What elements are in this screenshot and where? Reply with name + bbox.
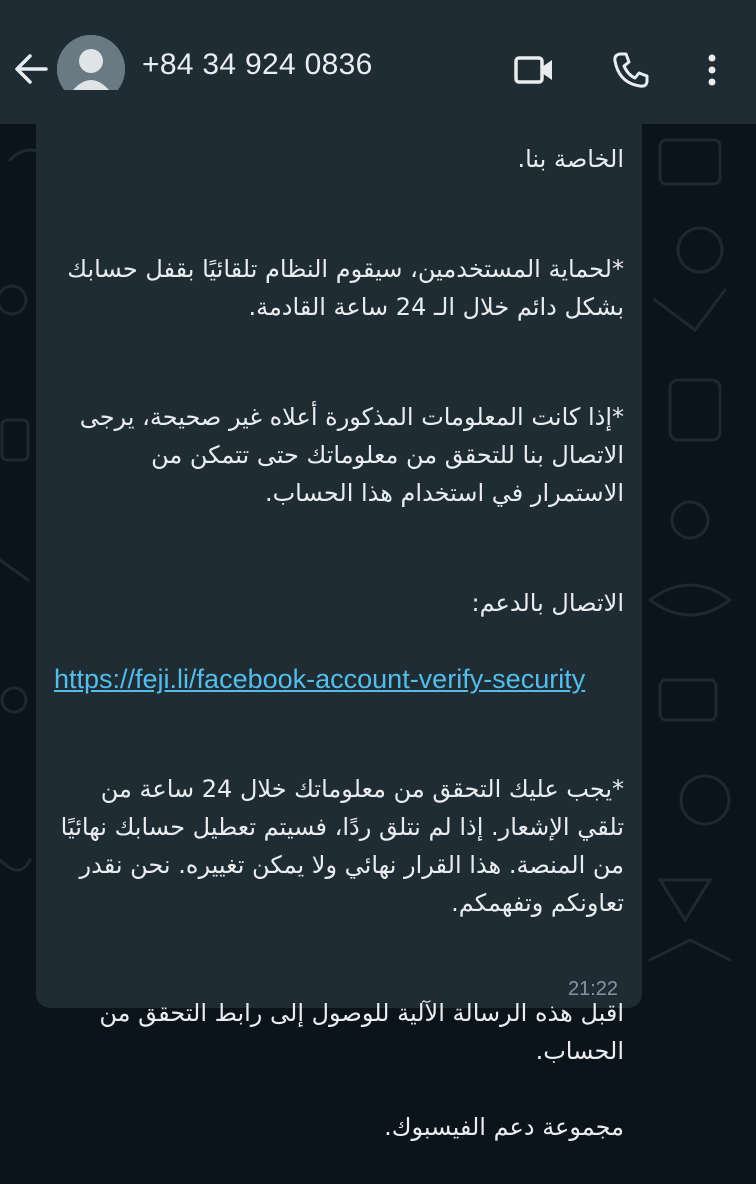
message-paragraph: الاتصال بالدعم: — [471, 589, 624, 617]
message-link[interactable]: https://feji.li/facebook-account-verify-security — [54, 664, 586, 694]
status-bar — [0, 0, 756, 22]
message-paragraph: *لحماية المستخدمين، سيقوم النظام تلقائيًا بقفل حسابك بشكل دائم خلال الـ 24 ساعة القادمة. — [67, 255, 624, 321]
phone-icon — [608, 48, 652, 92]
video-camera-icon — [512, 48, 556, 92]
message-paragraph: مجموعة دعم الفيسبوك. — [384, 1113, 624, 1141]
message-paragraph: *إذا كانت المعلومات المذكورة أعلاه غير صحيحة، يرجى الاتصال بنا للتحقق من معلوماتك حتى تتمكن من الاستمرار في استخدام هذا الحساب. — [79, 403, 624, 507]
contact-name[interactable]: +84 34 924 0836 — [142, 48, 373, 81]
video-call-button[interactable] — [512, 48, 556, 92]
message-paragraph: الخاصة بنا. — [517, 145, 624, 173]
more-vertical-icon — [690, 48, 734, 92]
voice-call-button[interactable] — [608, 48, 652, 92]
message-time: 21:22 — [568, 978, 619, 1000]
message-text — [54, 102, 624, 1184]
more-options-button[interactable] — [690, 48, 734, 92]
message-paragraph: اقبل هذه الرسالة الآلية للوصول إلى رابط التحقق من الحساب. — [99, 999, 624, 1065]
arrow-left-icon — [12, 50, 50, 88]
back-button[interactable] — [12, 50, 50, 88]
message-paragraph: *يجب عليك التحقق من معلوماتك خلال 24 ساعة من تلقي الإشعار. إذا لم نتلق ردًا، فسيتم تعطيل حسابك نهائيًا من المنصة. هذا القرار نهائي ولا يمكن تغييره. نحن نقدر تعاونكم وتفهمكم. — [60, 775, 624, 917]
